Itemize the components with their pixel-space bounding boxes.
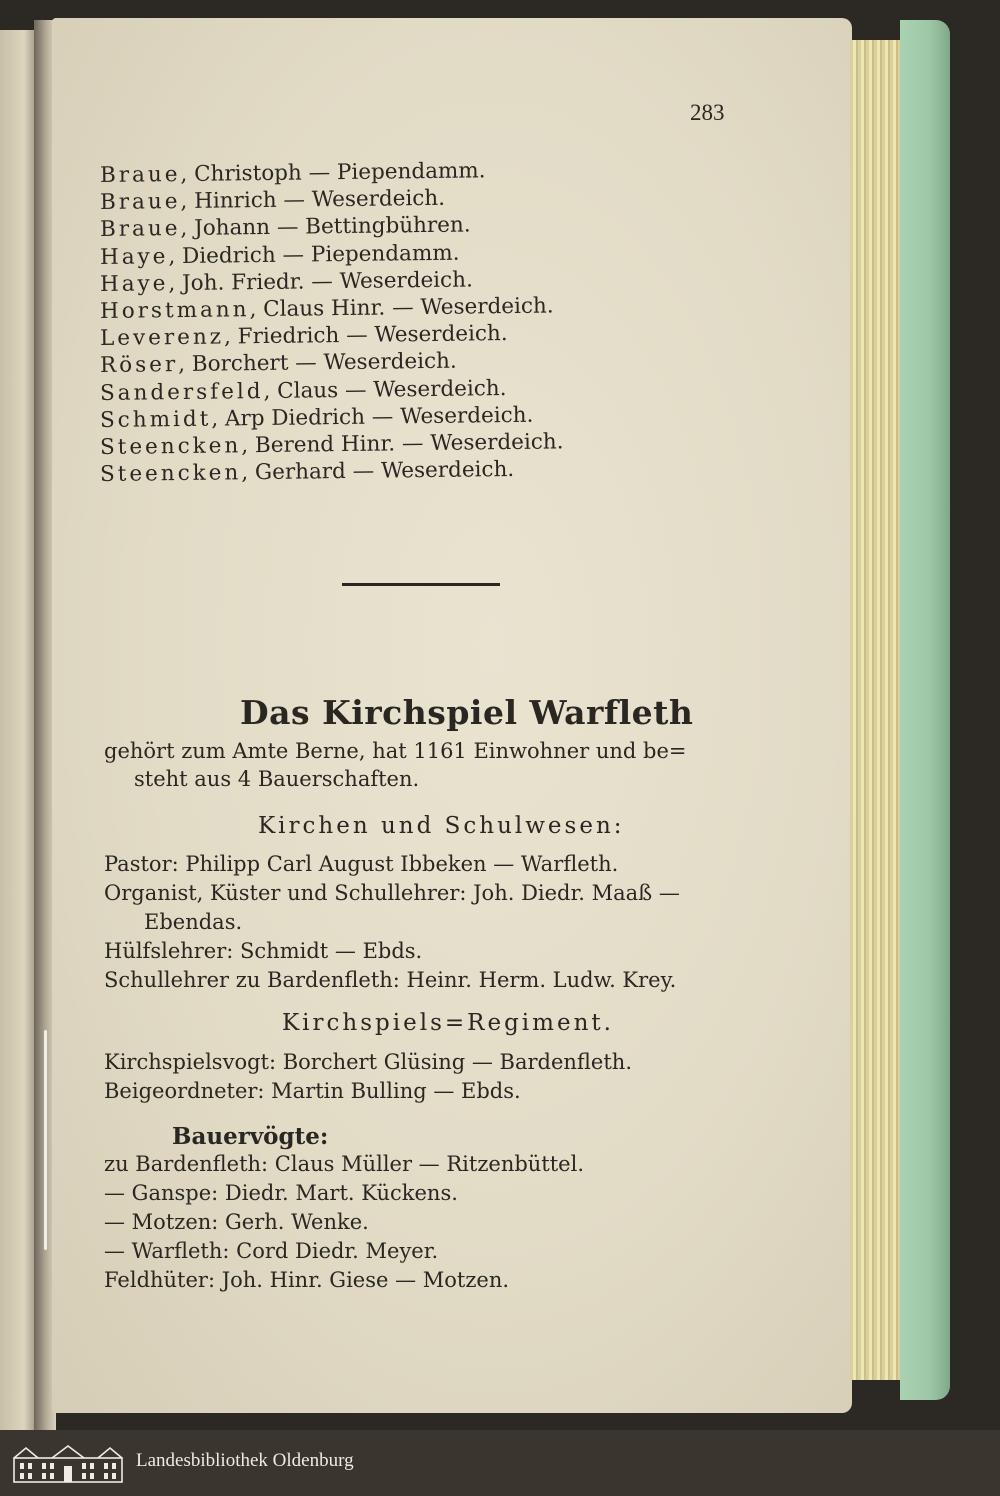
section-title: Das Kirchspiel Warfleth <box>240 693 694 732</box>
list-item: Schullehrer zu Bardenfleth: Heinr. Herm. Ludw. Krey. <box>104 968 677 992</box>
regiment-list <box>104 1048 784 1106</box>
list-item: Haye, Joh. Friedr. — Weserdeich. <box>99 267 473 297</box>
list-item: — Warfleth: Cord Diedr. Meyer. <box>104 1239 439 1263</box>
library-building-icon <box>12 1444 124 1484</box>
list-item: Braue, Christoph — Piependamm. <box>99 158 486 188</box>
list-item: Organist, Küster und Schullehrer: Joh. Diedr. Maaß — <box>104 881 680 905</box>
list-item: Pastor: Philipp Carl August Ibbeken — Warfleth. <box>104 852 619 876</box>
list-item: Feldhüter: Joh. Hinr. Giese — Motzen. <box>104 1268 510 1292</box>
list-item: — Ganspe: Diedr. Mart. Kückens. <box>104 1181 458 1205</box>
intro-line: steht aus 4 Bauerschaften. <box>134 767 420 791</box>
list-item: — Motzen: Gerh. Wenke. <box>104 1210 369 1234</box>
list-item: Steencken, Berend Hinr. — Weserdeich. <box>99 429 564 460</box>
library-name: Landesbibliothek Oldenburg <box>136 1450 354 1471</box>
list-item: Beigeordneter: Martin Bulling — Ebds. <box>104 1079 521 1103</box>
footer-bar <box>0 1430 1000 1496</box>
list-item: Kirchspielsvogt: Borchert Glüsing — Bardenfleth. <box>104 1050 632 1074</box>
list-item: Ebendas. <box>144 910 243 934</box>
subhead-regiment: Kirchspiels=Regiment. <box>282 1010 614 1036</box>
resident-list <box>99 158 800 488</box>
list-item: Hülfslehrer: Schmidt — Ebds. <box>104 939 423 963</box>
subhead-churches: Kirchen und Schulwesen: <box>258 813 625 839</box>
list-item: Schmidt, Arp Diedrich — Weserdeich. <box>99 402 534 433</box>
section-intro <box>104 737 774 793</box>
list-item: zu Bardenfleth: Claus Müller — Ritzenbüttel. <box>104 1152 585 1176</box>
list-item: Steencken, Gerhard — Weserdeich. <box>99 457 515 488</box>
page-number: 283 <box>690 100 725 125</box>
subhead-bauervoegte: Bauervögte: <box>172 1123 329 1150</box>
list-item: Haye, Diedrich — Piependamm. <box>99 240 460 270</box>
list-item: Braue, Hinrich — Weserdeich. <box>99 185 446 216</box>
church-staff-list <box>104 850 784 995</box>
section-divider <box>342 583 500 586</box>
bauervoegte-list <box>104 1150 784 1295</box>
intro-line: gehört zum Amte Berne, hat 1161 Einwohner und be= <box>104 739 687 763</box>
list-item: Braue, Johann — Bettingbühren. <box>99 212 471 243</box>
list-item: Leverenz, Friedrich — Weserdeich. <box>99 321 508 352</box>
list-item: Sandersfeld, Claus — Weserdeich. <box>99 375 507 406</box>
list-item: Horstmann, Claus Hinr. — Weserdeich. <box>99 293 554 324</box>
list-item: Röser, Borchert — Weserdeich. <box>99 348 457 379</box>
